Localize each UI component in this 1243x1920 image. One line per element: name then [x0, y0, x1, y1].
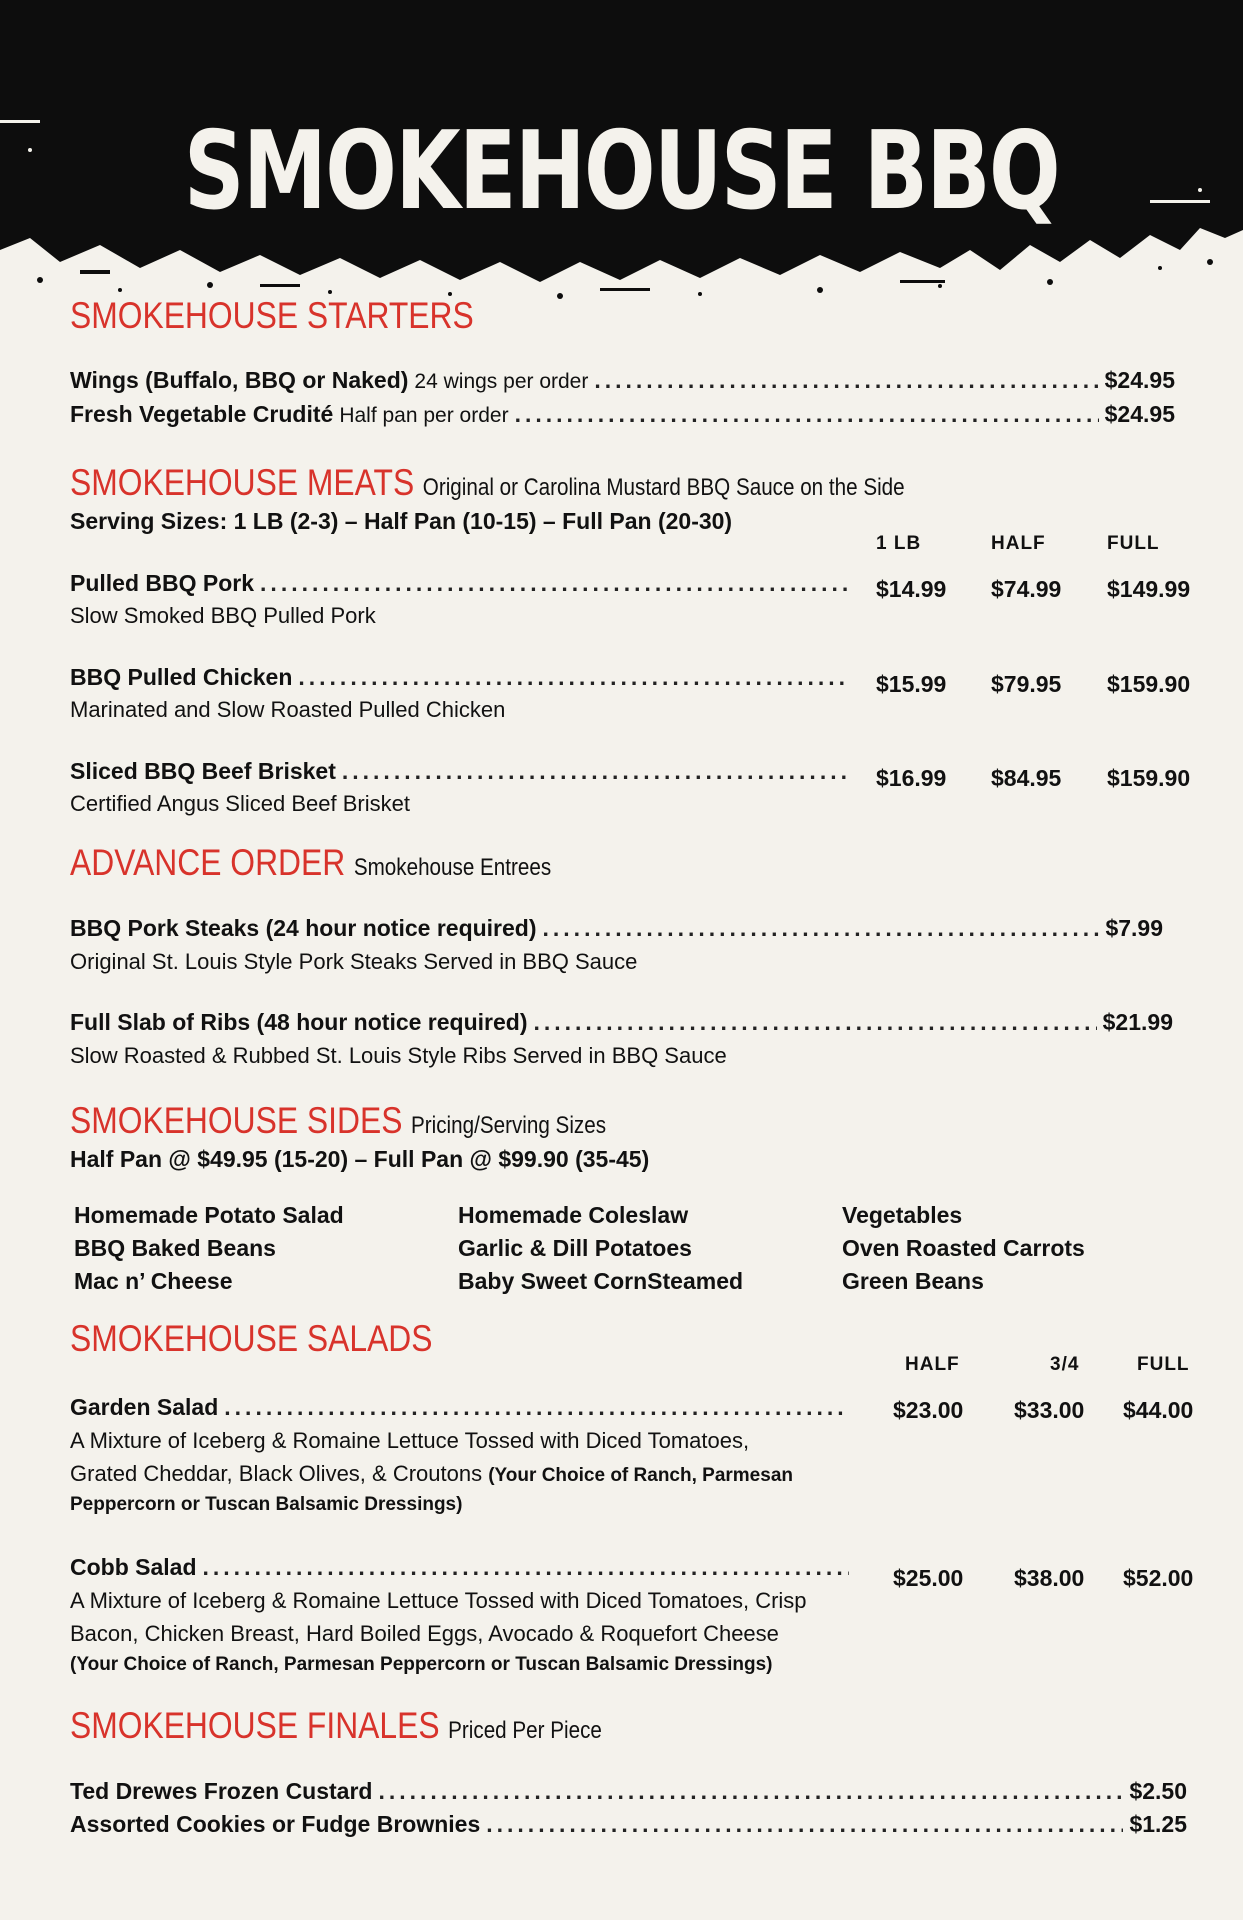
item-price: $21.99 [1102, 1009, 1173, 1035]
item-note: 24 wings per order [414, 370, 589, 393]
item-price: $2.50 [1129, 1778, 1187, 1804]
price-half: $25.00 [893, 1565, 964, 1591]
menu-item-cobb-salad [70, 1554, 855, 1584]
side-item: Homemade Coleslaw [458, 1202, 689, 1228]
menu-item-pulled-pork [70, 570, 855, 600]
menu-item-custard [70, 1778, 1187, 1808]
page-title: SMOKEHOUSE BBQ [183, 109, 1060, 234]
item-name: BBQ Pork Steaks (24 hour notice required) [70, 915, 537, 941]
column-header-half: HALF [905, 1354, 960, 1375]
item-name: Full Slab of Ribs (48 hour notice required) [70, 1009, 528, 1035]
side-item: Green Beans [842, 1268, 984, 1294]
column-header-half: HALF [991, 533, 1046, 554]
menu-item-crudite [70, 401, 1175, 431]
heading-text: SMOKEHOUSE FINALES [70, 1705, 440, 1746]
item-description: Certified Angus Sliced Beef Brisket [70, 791, 410, 816]
section-heading-advance-order [70, 842, 551, 884]
item-description: A Mixture of Iceberg & Romaine Lettuce Tossed with Diced Tomatoes, [70, 1428, 750, 1453]
heading-text: SMOKEHOUSE SIDES [70, 1100, 403, 1141]
heading-text: SMOKEHOUSE SALADS [70, 1318, 433, 1359]
side-item: Baby Sweet CornSteamed [458, 1268, 744, 1294]
item-name: BBQ Pulled Chicken [70, 664, 293, 690]
column-header-1lb: 1 LB [876, 533, 922, 554]
item-price: $7.99 [1105, 915, 1163, 941]
price-half: $79.95 [991, 671, 1062, 697]
description-text: Grated Cheddar, Black Olives, & Croutons [70, 1461, 483, 1486]
heading-subtext: Pricing/Serving Sizes [411, 1112, 607, 1139]
price-full: $149.99 [1107, 576, 1191, 602]
heading-subtext: Priced Per Piece [448, 1717, 602, 1744]
price-1lb: $15.99 [876, 671, 947, 697]
item-name: Wings (Buffalo, BBQ or Naked) [70, 367, 409, 393]
item-description: A Mixture of Iceberg & Romaine Lettuce Tossed with Diced Tomatoes, Crisp [70, 1588, 807, 1613]
item-name: Cobb Salad [70, 1554, 197, 1580]
item-name: Sliced BBQ Beef Brisket [70, 758, 336, 784]
serving-sizes: Half Pan @ $49.95 (15-20) – Full Pan @ $99.90 (35-45) [70, 1146, 650, 1172]
item-note: Half pan per order [339, 404, 509, 427]
section-heading-meats [70, 462, 905, 504]
dot-leader [594, 367, 1098, 394]
price-three-quarter: $33.00 [1014, 1397, 1085, 1423]
dot-leader [515, 401, 1099, 428]
item-name: Garden Salad [70, 1394, 219, 1420]
heading-text: SMOKEHOUSE MEATS [70, 462, 415, 503]
heading-text: ADVANCE ORDER [70, 842, 346, 883]
serving-sizes: Serving Sizes: 1 LB (2-3) – Half Pan (10-15) – Full Pan (20-30) [70, 508, 733, 534]
item-description [70, 1461, 793, 1487]
item-price: $24.95 [1104, 401, 1175, 427]
menu-item-pork-steaks [70, 915, 1163, 945]
dot-leader [543, 915, 1100, 942]
item-description: Marinated and Slow Roasted Pulled Chicken [70, 697, 506, 722]
dot-leader [203, 1554, 849, 1581]
item-description: Slow Smoked BBQ Pulled Pork [70, 603, 376, 628]
dot-leader [298, 664, 849, 691]
dot-leader [533, 1009, 1096, 1036]
item-description: Original St. Louis Style Pork Steaks Served in BBQ Sauce [70, 949, 638, 974]
dot-leader [224, 1394, 849, 1421]
column-header-full: FULL [1107, 533, 1160, 554]
menu-item-ribs [70, 1009, 1173, 1039]
section-heading-salads [70, 1318, 433, 1360]
heading-subtext: Original or Carolina Mustard BBQ Sauce on the Side [422, 474, 905, 501]
item-price: $24.95 [1104, 367, 1175, 393]
menu-item-pulled-chicken [70, 664, 855, 694]
header-banner [0, 0, 1243, 310]
dot-leader [342, 758, 849, 785]
price-full: $159.90 [1107, 671, 1191, 697]
side-item: Vegetables [842, 1202, 963, 1228]
dot-leader [260, 570, 849, 597]
item-description: Slow Roasted & Rubbed St. Louis Style Ribs Served in BBQ Sauce [70, 1043, 727, 1068]
item-name: Pulled BBQ Pork [70, 570, 255, 596]
side-item: Oven Roasted Carrots [842, 1235, 1085, 1261]
section-heading-sides [70, 1100, 606, 1142]
price-1lb: $14.99 [876, 576, 947, 602]
price-half: $74.99 [991, 576, 1062, 602]
dressing-note: Peppercorn or Tuscan Balsamic Dressings) [70, 1494, 463, 1515]
item-name: Assorted Cookies or Fudge Brownies [70, 1811, 481, 1837]
dot-leader [486, 1811, 1123, 1838]
side-item: BBQ Baked Beans [74, 1235, 276, 1261]
item-price: $1.25 [1129, 1811, 1187, 1837]
side-item: Garlic & Dill Potatoes [458, 1235, 692, 1261]
item-name: Fresh Vegetable Crudité [70, 401, 334, 427]
item-description: Bacon, Chicken Breast, Hard Boiled Eggs, Avocado & Roquefort Cheese [70, 1621, 779, 1646]
price-full: $52.00 [1123, 1565, 1194, 1591]
column-header-full: FULL [1137, 1354, 1190, 1375]
dressing-note: (Your Choice of Ranch, Parmesan Peppercorn or Tuscan Balsamic Dressings) [70, 1654, 773, 1675]
dot-leader [378, 1778, 1123, 1805]
menu-item-wings [70, 367, 1175, 397]
item-name: Ted Drewes Frozen Custard [70, 1778, 373, 1804]
side-item: Homemade Potato Salad [74, 1202, 344, 1228]
menu-item-garden-salad [70, 1394, 855, 1424]
menu-item-cookies [70, 1811, 1187, 1841]
price-1lb: $16.99 [876, 765, 947, 791]
price-half: $84.95 [991, 765, 1062, 791]
section-heading-finales [70, 1705, 602, 1747]
price-three-quarter: $38.00 [1014, 1565, 1085, 1591]
side-item: Mac n’ Cheese [74, 1268, 233, 1294]
section-heading-starters [70, 295, 474, 337]
heading-subtext: Smokehouse Entrees [353, 854, 552, 881]
price-full: $44.00 [1123, 1397, 1194, 1423]
column-header-three-quarter: 3/4 [1050, 1354, 1080, 1375]
menu-item-brisket [70, 758, 855, 788]
price-half: $23.00 [893, 1397, 964, 1423]
price-full: $159.90 [1107, 765, 1191, 791]
dressing-note: (Your Choice of Ranch, Parmesan [488, 1465, 793, 1486]
heading-text: SMOKEHOUSE STARTERS [70, 295, 474, 336]
